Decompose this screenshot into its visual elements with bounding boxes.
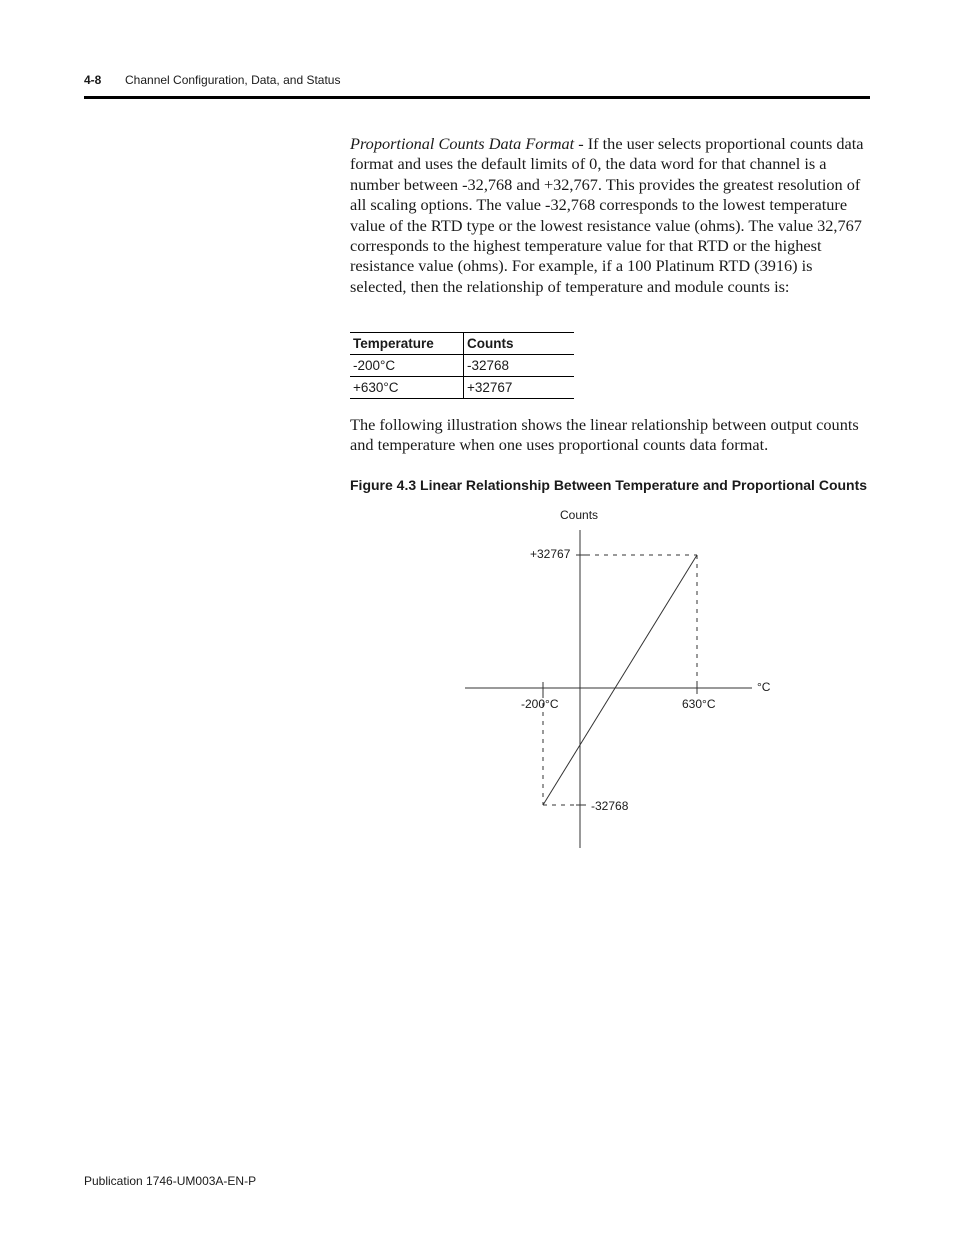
x-tick-label-low: -200°C bbox=[521, 697, 559, 711]
y-axis-label: Counts bbox=[560, 508, 599, 522]
table-row bbox=[350, 355, 574, 377]
table-header-row bbox=[350, 333, 574, 355]
body-paragraph-2: The following illustration shows the linear relationship between output counts and temperature when one uses proportional counts data format. bbox=[350, 415, 859, 455]
header-rule bbox=[84, 96, 870, 99]
figure-caption: Figure 4.3 Linear Relationship Between Temperature and Proportional Counts bbox=[350, 477, 868, 493]
body-paragraph bbox=[350, 134, 870, 297]
x-tick-label-high: 630°C bbox=[682, 697, 716, 711]
table-cell-temperature: +630°C bbox=[350, 377, 464, 399]
table-cell-counts: -32768 bbox=[467, 357, 510, 373]
table-header-counts: Counts bbox=[467, 335, 514, 351]
x-axis-unit-label: °C bbox=[757, 680, 771, 694]
y-tick-label-low: -32768 bbox=[591, 799, 629, 813]
temperature-counts-table bbox=[350, 332, 574, 399]
running-head: Channel Configuration, Data, and Status bbox=[125, 73, 341, 87]
paragraph-text: - If the user selects proportional counts data format and uses the default limits of 0, the data word for that channel is a number between -32,768 and +32,767. This provides the greatest resolution of all scaling options. The value -32,768 corresponds to the lowest temperature value of the RTD type or the lowest resistance value (ohms). The value 32,767 corresponds to the highest temperature value for that RTD or the highest resistance value (ohms). For example, if a 100 Platinum RTD (3916) is selected, then the relationship of temperature and module counts is: bbox=[350, 134, 864, 296]
linear-relationship-line bbox=[543, 555, 697, 805]
paragraph-lead-in: Proportional Counts Data Format bbox=[350, 134, 575, 153]
y-tick-label-high: +32767 bbox=[530, 547, 571, 561]
page-number: 4-8 bbox=[84, 73, 102, 87]
page-footer: Publication 1746-UM003A-EN-P bbox=[84, 1174, 257, 1188]
linear-relationship-figure bbox=[450, 500, 790, 860]
table-cell-counts: +32767 bbox=[467, 379, 513, 395]
table-header-temperature: Temperature bbox=[350, 333, 464, 355]
table-row bbox=[350, 377, 574, 399]
table-cell-temperature: -200°C bbox=[350, 355, 464, 377]
